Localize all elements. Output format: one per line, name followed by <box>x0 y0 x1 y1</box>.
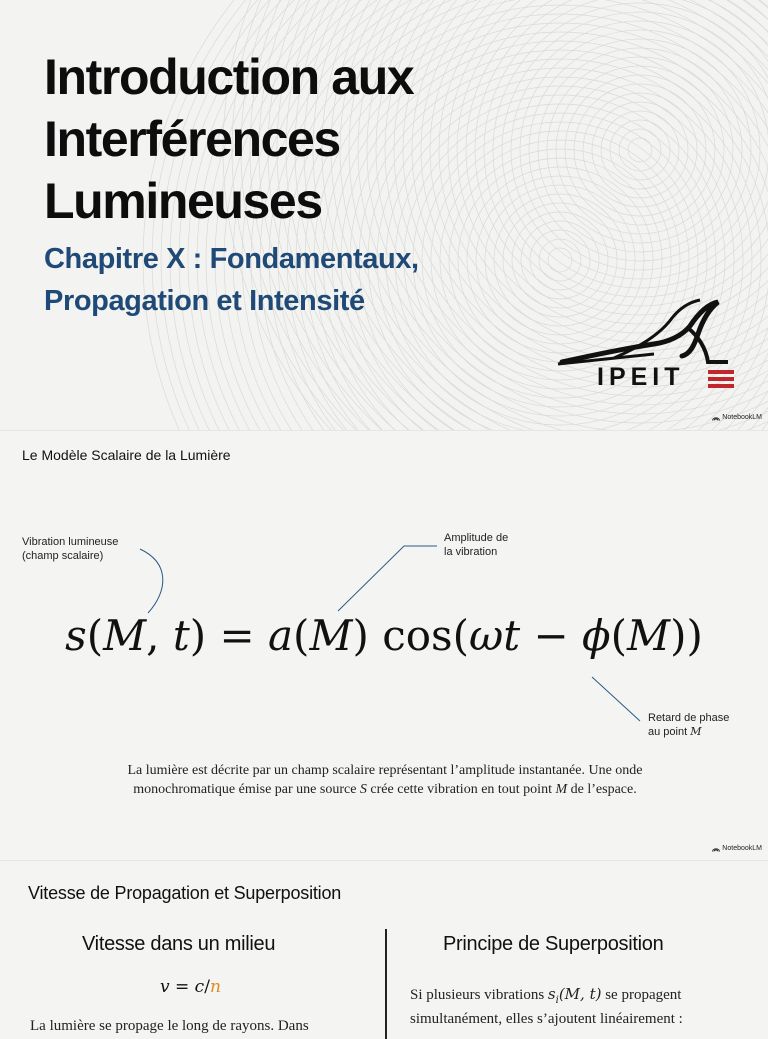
velocity-formula: v = c/n <box>160 977 221 997</box>
callout-vibration: Vibration lumineuse (champ scalaire) <box>22 536 119 562</box>
propagation-superposition-slide <box>0 860 768 1034</box>
right-column-heading: Principe de Superposition <box>443 933 664 955</box>
notebooklm-badge: NotebookLM <box>712 845 762 852</box>
column-divider <box>385 929 387 1039</box>
title-slide <box>0 0 768 430</box>
callout-amplitude: Amplitude de la vibration <box>444 532 509 558</box>
scalar-model-slide <box>0 430 768 860</box>
callout-phase: Retard de phase au point M <box>648 712 730 738</box>
presentation-title: Introduction aux Interférences Lumineuses <box>44 49 414 229</box>
right-column-text: Si plusieurs vibrations $s_i(M$, t) se propagent simultanément, elles s’ajoutent linéairement : <box>410 985 683 1027</box>
notebooklm-badge: NotebookLM <box>712 414 762 421</box>
notebooklm-icon <box>712 846 720 852</box>
notebooklm-icon <box>712 415 720 421</box>
slide-title: Vitesse de Propagation et Superposition <box>28 883 342 903</box>
logo-text: IPEIT <box>597 363 685 391</box>
scalar-model-description: La lumière est décrite par un champ scalaire représentant l’amplitude instantanée. Une onde monochromatique émise par une source S crée cette vibration en tout point M de l’espace. <box>127 763 643 797</box>
left-column-text: La lumière se propage le long de rayons. Dans <box>30 1018 309 1034</box>
wave-equation: s(M, t) = a(M) cos(ωt − ϕ(M)) <box>65 611 703 660</box>
presentation-subtitle: Chapitre X : Fondamentaux, Propagation et Intensité <box>44 243 419 317</box>
slide-title: Le Modèle Scalaire de la Lumière <box>22 447 231 463</box>
left-column-heading: Vitesse dans un milieu <box>82 933 276 955</box>
